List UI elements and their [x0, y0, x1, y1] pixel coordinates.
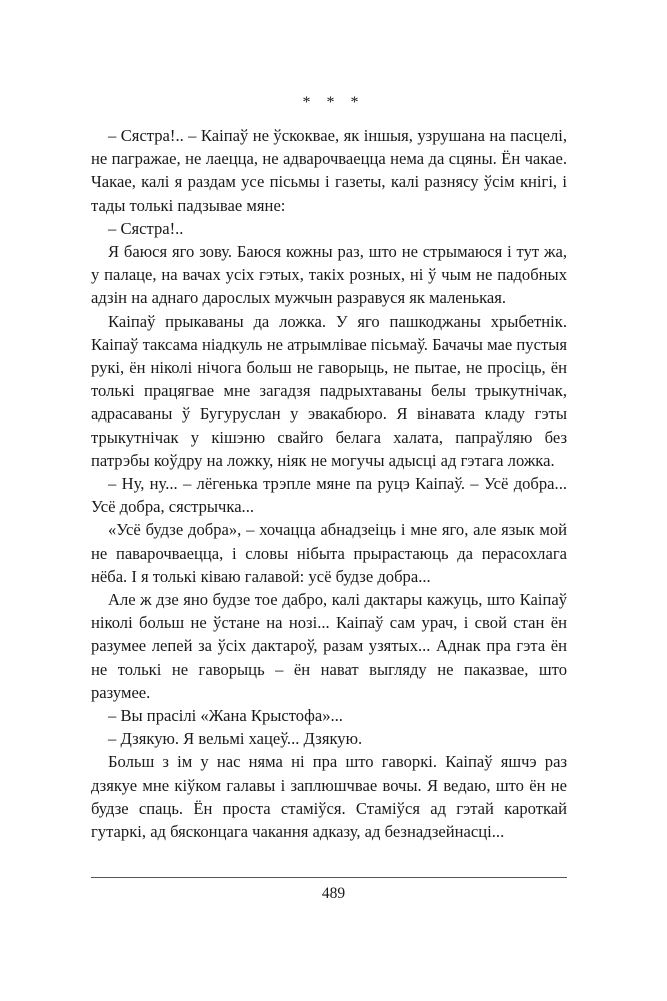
paragraph: Але ж дзе яно будзе тое дабро, калі дактары кажуць, што Каіпаў ніколі больш не ўстане на нозі... Каіпаў сам урач, і свой стан ён разумее лепей за ўсіх дактароў, разам узятых... Аднак пра гэта ён не толькі не гаворыць – ён нават выгляду не паказвае, што разумее.: [91, 590, 567, 702]
paragraph: Каіпаў прыкаваны да ложка. У яго пашкоджаны хрыбетнік. Каіпаў таксама ніадкуль не атрымлівае пісьмаў. Бачачы мае пустыя рукі, ён ніколі нічога больш не гаворыць, не пытае, не просіць, ён толькі працягвае мне загадзя падрыхтаваны белы трыкутнічак, адрасаваны ў Бугуруслан у эвакабюро. Я вінавата кладу гэты трыкутнічак у кішэню свайго белага халата, папраўляю без патрэбы коўдру на ложку, ніяк не могучы адысці ад гэтага ложка.: [91, 311, 567, 470]
page-number: 489: [321, 885, 346, 902]
paragraph: Я баюся яго зову. Баюся кожны раз, што не стрымаюся і тут жа, у палаце, на вачах усіх гэтых, такіх розных, ні ў чым не падобных адзін на аднаго дарослых мужчын разравуся як маленькая.: [91, 242, 567, 308]
paragraph: – Ну, ну... – лёгенька трэпле мяне па руцэ Каіпаў. – Усё добра... Усё добра, сястрычка...: [91, 474, 567, 517]
body-text: [91, 124, 567, 843]
paragraph: – Вы прасілі «Жана Крыстофа»...: [108, 706, 343, 726]
footer-rule: [91, 877, 567, 878]
paragraph: Больш з ім у нас няма ні пра што гаворкі. Каіпаў яшчэ раз дзякуе мне кіўком галавы і заплюшчвае вочы. Я ведаю, што ён не будзе спаць. Ён проста стаміўся. Стаміўся ад гэтай кароткай гутаркі, ад бясконцага чакання адказу, ад безнадзейнасці...: [91, 752, 567, 842]
paragraph: – Сястра!..: [108, 218, 184, 238]
paragraph: – Сястра!.. – Каіпаў не ўскоквае, як іншыя, узрушана на пасцелі, не пагражае, не лаецца, не адварочваецца нема да сцяны. Ён чакае. Чакае, калі я раздам усе пісьмы і газеты, калі разнясу ўсім кнігі, і тады толькі падзывае мяне:: [91, 126, 567, 215]
paragraph: – Дзякую. Я вельмі хацеў... Дзякую.: [108, 729, 363, 749]
paragraph: «Усё будзе добра», – хочацца абнадзеіць і мне яго, але язык мой не паварочваецца, і словы нібыта прырастаюць да перасохлага нёба. І я толькі ківаю галавой: усё будзе добра...: [91, 520, 567, 586]
section-separator: * * *: [302, 94, 365, 111]
